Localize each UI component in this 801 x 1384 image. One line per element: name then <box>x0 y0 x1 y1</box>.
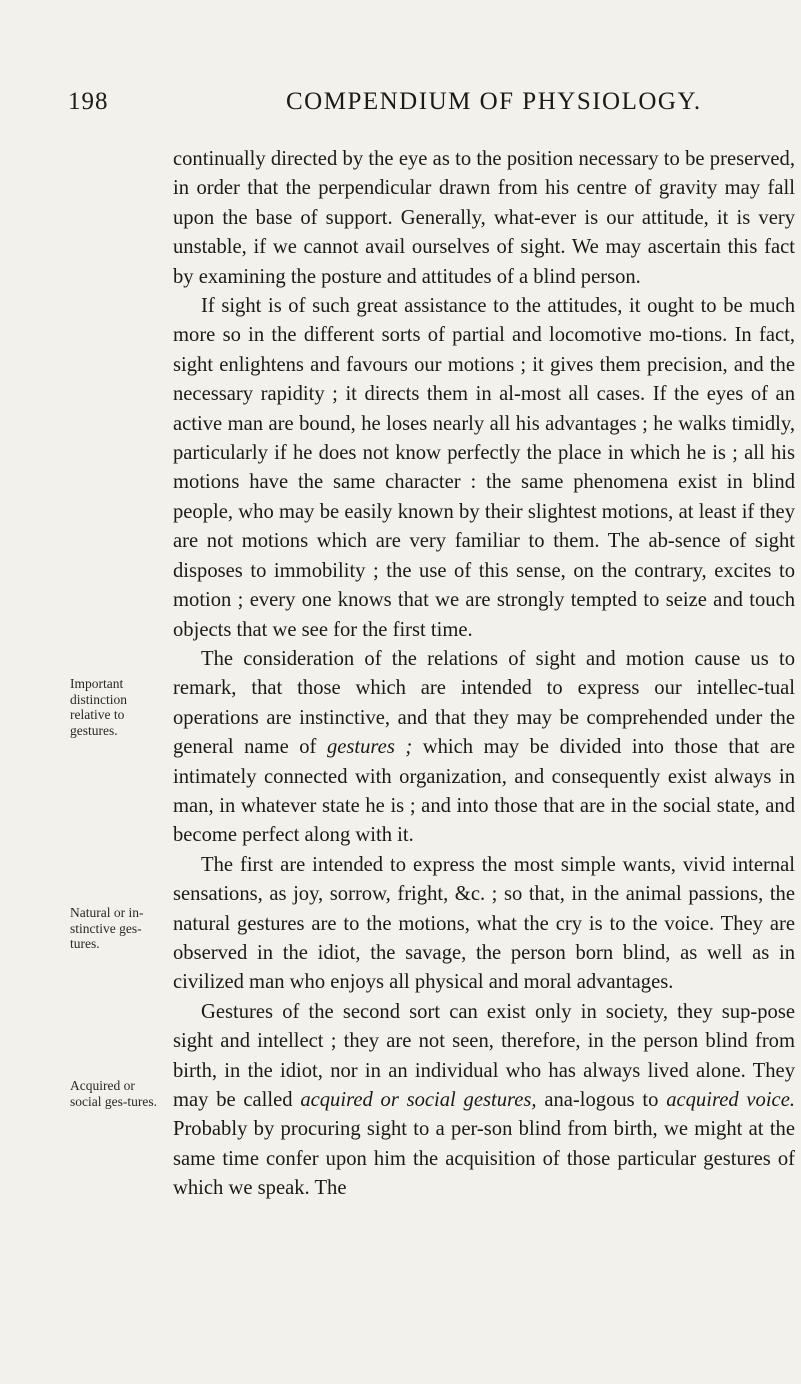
running-head: COMPENDIUM OF PHYSIOLOGY. <box>286 88 702 115</box>
paragraph-5-text-b: ana-logous to <box>536 1089 667 1111</box>
margin-note-important-distinction: Important distinction relative to gestures. <box>70 676 127 738</box>
body-text <box>173 145 795 1204</box>
paragraph-5-italic-1: acquired or social gestures, <box>300 1089 537 1111</box>
paragraph-3-italic: gestures ; <box>326 736 413 759</box>
paragraph-5 <box>173 998 795 1204</box>
page-number: 198 <box>68 88 109 115</box>
paragraph-3 <box>173 645 795 851</box>
paragraph-2: If sight is of such great assistance to the attitudes, it ought to be much more so in the different sorts of partial and locomotive mo-tions. In fact, sight enlightens and favours our motions ; it gives them precision, and the necessary rapidity ; it directs them in al-most all cases. If the eyes of an active man are bound, he loses nearly all his advantages ; he walks timidly, particularly if he does not know perfectly the place in which he is ; all his motions have the same character : the same phenomena exist in blind people, who may be easily known by their slightest motions, at least if they are not motions which are very familiar to them. The ab-sence of sight disposes to immobility ; the use of this sense, on the contrary, excites to motion ; every one knows that we are strongly tempted to seize and touch objects that we see for the first time. <box>173 295 795 641</box>
paragraph-4: The first are intended to express the most simple wants, vivid internal sensations, as joy, sorrow, fright, &c. ; so that, in the animal passions, the natural gestures are to the motions, what the cry is to the voice. They are observed in the idiot, the savage, the person born blind, as well as in civilized man who enjoys all physical and moral advantages. <box>173 853 795 994</box>
page-header <box>68 88 796 128</box>
margin-note-natural-gestures: Natural or in-stinctive ges-tures. <box>70 905 144 951</box>
margin-note-acquired-gestures: Acquired or social ges-tures. <box>70 1078 157 1109</box>
paragraph-3-text-a: The consideration of the relations of sight and motion cause us to remark, that those which are intended to express our intellec-tual operations are instinctive, and that they may be comprehended under the general name of <box>173 647 795 759</box>
paragraph-5-italic-2: acquired voice. <box>666 1089 795 1111</box>
paragraph-1: continually directed by the eye as to the position necessary to be preserved, in order that the perpendicular drawn from his centre of gravity may fall upon the base of support. Generally, what-ever is our attitude, it is very unstable, if we cannot avail ourselves of sight. We may ascertain this fact by examining the posture and attitudes of a blind person. <box>173 148 795 288</box>
paragraph-5-text-c: Probably by procuring sight to a per-son blind from birth, we might at the same time confer upon him the acquisition of those particular gestures of which we speak. The <box>173 1118 795 1200</box>
paragraph-3-text-b: which may be divided into those that are intimately connected with organization, and consequently exist always in man, in whatever state he is ; and into those that are in the social state, and become perfect along with it. <box>173 736 795 847</box>
paragraph-5-text-a: Gestures of the second sort can exist only in society, they sup-pose sight and intellect ; they are not seen, therefore, in the person blind from birth, in the idiot, nor in an individual who has always lived alone. They may be called <box>173 1000 795 1111</box>
